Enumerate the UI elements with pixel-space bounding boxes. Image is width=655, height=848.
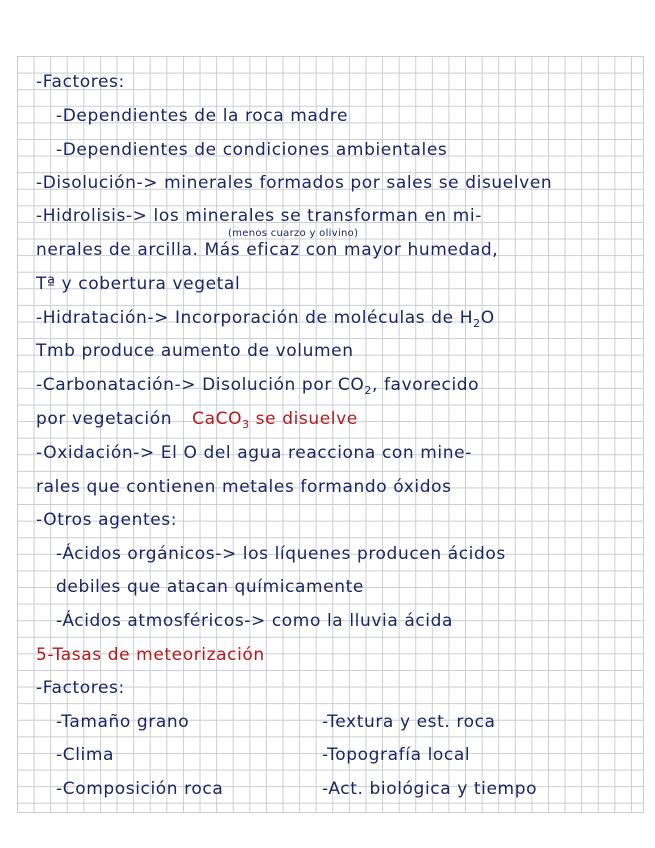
oxidation-line-2: rales que contienen metales formando óxidos [36, 477, 452, 497]
hydrolysis-annotation: (menos cuarzo y olivino) [228, 228, 359, 239]
carbonation-line-2 [36, 409, 358, 435]
carbonate-subscript: 3 [242, 418, 250, 431]
hydrolysis-line: -Hidrolisis-> los minerales se transforman en mi- [36, 206, 482, 226]
carbonation-text: -Carbonatación-> Disolución por CO [36, 375, 365, 395]
organic-acids-line: -Ácidos orgánicos-> los líquenes producen ácidos [56, 544, 506, 564]
factor-climate: -Clima [56, 745, 115, 765]
factor-parent-rock: -Dependientes de la roca madre [56, 106, 349, 126]
factor-biological-time: -Act. biológica y tiempo [322, 779, 538, 799]
carbonation-vegetation: por vegetación [36, 409, 173, 429]
hydrolysis-line-2: nerales de arcilla. Más eficaz con mayor humedad, [36, 240, 499, 260]
factors-heading: -Factores: [36, 72, 125, 92]
carbonate-formula: CaCO [192, 409, 243, 429]
carbonate-dissolves: se disuelve [249, 409, 358, 429]
oxidation-line: -Oxidación-> El O del agua reacciona con mine- [36, 443, 472, 463]
carbonate-highlight [192, 409, 358, 429]
hydration-line-2: Tmb produce aumento de volumen [36, 341, 354, 361]
hydration-oxygen: O [480, 308, 495, 328]
dissolution-line: -Disolución-> minerales formados por sales se disuelven [36, 173, 553, 193]
hydrolysis-line-3: Tª y cobertura vegetal [36, 274, 241, 294]
other-agents-heading: -Otros agentes: [36, 510, 178, 530]
atmospheric-acids-line: -Ácidos atmosféricos-> como la lluvia ácida [56, 611, 454, 631]
hydration-text: -Hidratación-> Incorporación de moléculas de H [36, 308, 474, 328]
hydration-subscript: 2 [473, 317, 481, 330]
hydration-line [36, 308, 495, 334]
factor-rock-texture: -Textura y est. roca [322, 712, 496, 732]
weathering-rates-heading: 5-Tasas de meteorización [36, 645, 265, 665]
factor-rock-composition: -Composición roca [56, 779, 224, 799]
factor-grain-size: -Tamaño grano [56, 712, 190, 732]
factor-topography: -Topografía local [322, 745, 471, 765]
factor-environment: -Dependientes de condiciones ambientales [56, 140, 448, 160]
carbonation-line [36, 375, 479, 401]
carbonation-text-end: , favorecido [371, 375, 480, 395]
carbonation-subscript: 2 [364, 384, 372, 397]
organic-acids-line-2: debiles que atacan químicamente [56, 577, 364, 597]
factors-heading-2: -Factores: [36, 678, 125, 698]
